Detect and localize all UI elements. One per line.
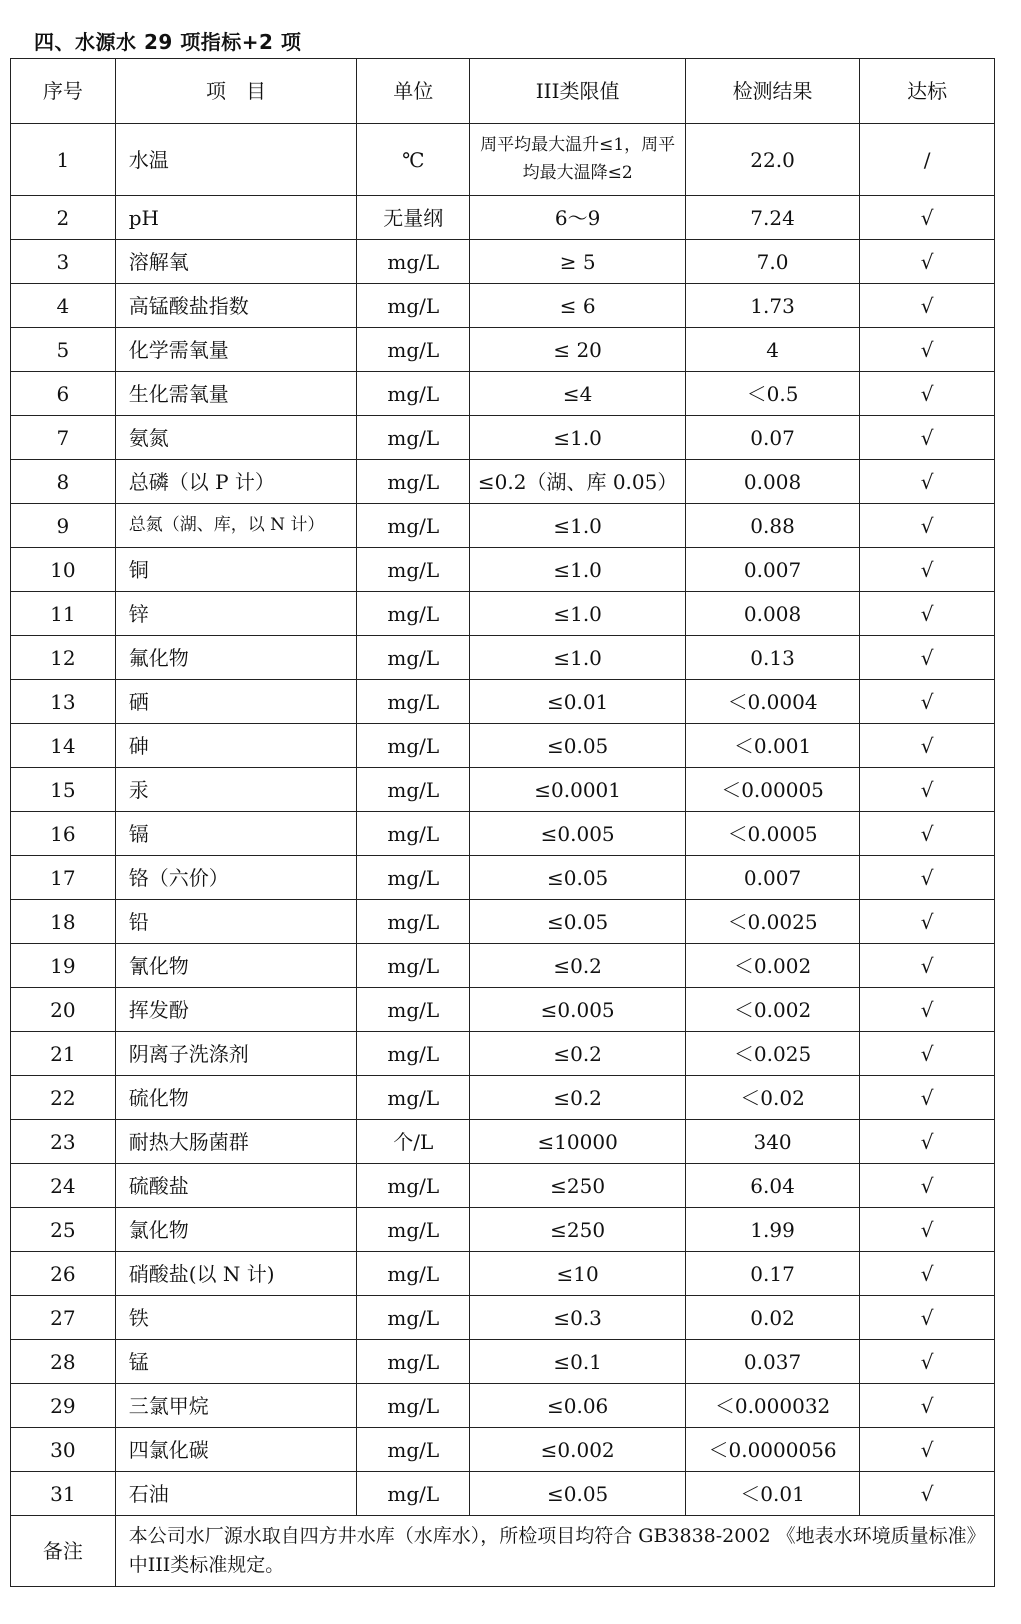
table-row — [11, 1340, 995, 1384]
table-row — [11, 196, 995, 240]
unit: mg/L — [357, 1076, 470, 1120]
limit-value: ≤1.0 — [470, 416, 686, 460]
row-number: 14 — [11, 724, 116, 768]
item-name: 化学需氧量 — [115, 328, 357, 372]
pass-mark: √ — [860, 1032, 995, 1076]
limit-value: ≤1.0 — [470, 636, 686, 680]
item-name: 四氯化碳 — [115, 1428, 357, 1472]
table-row — [11, 1384, 995, 1428]
item-name: 镉 — [115, 812, 357, 856]
unit: mg/L — [357, 1252, 470, 1296]
row-number: 21 — [11, 1032, 116, 1076]
water-quality-table — [10, 58, 995, 1587]
item-name: 铬（六价） — [115, 856, 357, 900]
table-row — [11, 1076, 995, 1120]
table-row — [11, 124, 995, 196]
header-limit: III类限值 — [470, 59, 686, 124]
item-name: 铁 — [115, 1296, 357, 1340]
unit: mg/L — [357, 1208, 470, 1252]
page-title: 四、水源水 29 项指标+2 项 — [34, 30, 302, 54]
row-number: 3 — [11, 240, 116, 284]
row-number: 17 — [11, 856, 116, 900]
pass-mark: √ — [860, 548, 995, 592]
pass-mark: √ — [860, 1296, 995, 1340]
row-number: 15 — [11, 768, 116, 812]
pass-mark: / — [860, 124, 995, 196]
test-result: 0.88 — [685, 504, 859, 548]
pass-mark: √ — [860, 196, 995, 240]
unit: mg/L — [357, 284, 470, 328]
limit-value: 周平均最大温升≤1，周平均最大温降≤2 — [470, 124, 686, 196]
table-row — [11, 416, 995, 460]
pass-mark: √ — [860, 240, 995, 284]
row-number: 13 — [11, 680, 116, 724]
limit-value: ≤0.2 — [470, 944, 686, 988]
test-result: 0.007 — [685, 856, 859, 900]
pass-mark: √ — [860, 1120, 995, 1164]
remark-text: 本公司水厂源水取自四方井水库（水库水），所检项目均符合 GB3838-2002 《地表水环境质量标准》中III类标准规定。 — [115, 1516, 994, 1587]
pass-mark: √ — [860, 1384, 995, 1428]
table-row — [11, 1428, 995, 1472]
table-row — [11, 548, 995, 592]
pass-mark: √ — [860, 724, 995, 768]
test-result: 6.04 — [685, 1164, 859, 1208]
table-row — [11, 460, 995, 504]
test-result: ＜0.5 — [685, 372, 859, 416]
unit: mg/L — [357, 768, 470, 812]
table-row — [11, 1472, 995, 1516]
unit: mg/L — [357, 504, 470, 548]
unit: mg/L — [357, 1032, 470, 1076]
unit: mg/L — [357, 988, 470, 1032]
row-number: 27 — [11, 1296, 116, 1340]
row-number: 20 — [11, 988, 116, 1032]
item-name: 氯化物 — [115, 1208, 357, 1252]
unit: mg/L — [357, 1472, 470, 1516]
item-name: 氟化物 — [115, 636, 357, 680]
test-result: 7.24 — [685, 196, 859, 240]
pass-mark: √ — [860, 1340, 995, 1384]
test-result: ＜0.01 — [685, 1472, 859, 1516]
pass-mark: √ — [860, 900, 995, 944]
test-result: ＜0.02 — [685, 1076, 859, 1120]
limit-value: ≤1.0 — [470, 592, 686, 636]
pass-mark: √ — [860, 944, 995, 988]
limit-value: ≤0.05 — [470, 900, 686, 944]
header-unit: 单位 — [357, 59, 470, 124]
limit-value: ≤0.06 — [470, 1384, 686, 1428]
limit-value: ≤0.01 — [470, 680, 686, 724]
limit-value: ≤0.002 — [470, 1428, 686, 1472]
unit: mg/L — [357, 592, 470, 636]
table-row — [11, 944, 995, 988]
limit-value: ≤10 — [470, 1252, 686, 1296]
pass-mark: √ — [860, 284, 995, 328]
item-name: 生化需氧量 — [115, 372, 357, 416]
row-number: 2 — [11, 196, 116, 240]
test-result: 0.007 — [685, 548, 859, 592]
row-number: 1 — [11, 124, 116, 196]
limit-value: ≤ 20 — [470, 328, 686, 372]
pass-mark: √ — [860, 1164, 995, 1208]
row-number: 30 — [11, 1428, 116, 1472]
unit: mg/L — [357, 548, 470, 592]
table-row — [11, 1032, 995, 1076]
pass-mark: √ — [860, 636, 995, 680]
table-row — [11, 856, 995, 900]
test-result: ＜0.0000056 — [685, 1428, 859, 1472]
pass-mark: √ — [860, 680, 995, 724]
table-row — [11, 768, 995, 812]
unit: mg/L — [357, 636, 470, 680]
table-row — [11, 372, 995, 416]
pass-mark: √ — [860, 1472, 995, 1516]
unit: mg/L — [357, 1384, 470, 1428]
limit-value: ≤ 6 — [470, 284, 686, 328]
row-number: 5 — [11, 328, 116, 372]
item-name: 汞 — [115, 768, 357, 812]
table-row — [11, 1164, 995, 1208]
row-number: 16 — [11, 812, 116, 856]
header-item: 项 目 — [115, 59, 357, 124]
header-no: 序号 — [11, 59, 116, 124]
item-name: 氨氮 — [115, 416, 357, 460]
unit: mg/L — [357, 372, 470, 416]
item-name: 硒 — [115, 680, 357, 724]
row-number: 8 — [11, 460, 116, 504]
test-result: 0.008 — [685, 592, 859, 636]
unit: mg/L — [357, 1428, 470, 1472]
test-result: 0.037 — [685, 1340, 859, 1384]
row-number: 6 — [11, 372, 116, 416]
pass-mark: √ — [860, 592, 995, 636]
limit-value: ≤0.2（湖、库 0.05） — [470, 460, 686, 504]
unit: mg/L — [357, 460, 470, 504]
item-name: 溶解氧 — [115, 240, 357, 284]
item-name: 硝酸盐(以 N 计) — [115, 1252, 357, 1296]
table-row — [11, 1208, 995, 1252]
table-row — [11, 636, 995, 680]
test-result: ＜0.0004 — [685, 680, 859, 724]
row-number: 31 — [11, 1472, 116, 1516]
item-name: 锰 — [115, 1340, 357, 1384]
item-name: 三氯甲烷 — [115, 1384, 357, 1428]
limit-value: ≤250 — [470, 1208, 686, 1252]
unit: mg/L — [357, 1296, 470, 1340]
table-row — [11, 724, 995, 768]
test-result: 0.008 — [685, 460, 859, 504]
limit-value: ≤0.005 — [470, 812, 686, 856]
unit: 个/L — [357, 1120, 470, 1164]
unit: mg/L — [357, 1340, 470, 1384]
pass-mark: √ — [860, 416, 995, 460]
limit-value: ≤0.1 — [470, 1340, 686, 1384]
unit: mg/L — [357, 944, 470, 988]
row-number: 9 — [11, 504, 116, 548]
row-number: 12 — [11, 636, 116, 680]
table-row — [11, 328, 995, 372]
row-number: 11 — [11, 592, 116, 636]
table-row — [11, 1296, 995, 1340]
item-name: 总氮（湖、库，以 N 计） — [115, 504, 357, 548]
test-result: 4 — [685, 328, 859, 372]
limit-value: ≤0.05 — [470, 856, 686, 900]
table-row — [11, 284, 995, 328]
table-body — [11, 124, 995, 1587]
unit: mg/L — [357, 1164, 470, 1208]
item-name: 水温 — [115, 124, 357, 196]
item-name: 铅 — [115, 900, 357, 944]
test-result: ＜0.000032 — [685, 1384, 859, 1428]
test-result: 7.0 — [685, 240, 859, 284]
test-result: ＜0.001 — [685, 724, 859, 768]
limit-value: 6～9 — [470, 196, 686, 240]
table-row — [11, 812, 995, 856]
pass-mark: √ — [860, 856, 995, 900]
unit: mg/L — [357, 240, 470, 284]
test-result: ＜0.0025 — [685, 900, 859, 944]
test-result: ＜0.0005 — [685, 812, 859, 856]
pass-mark: √ — [860, 372, 995, 416]
limit-value: ≤250 — [470, 1164, 686, 1208]
pass-mark: √ — [860, 812, 995, 856]
pass-mark: √ — [860, 988, 995, 1032]
test-result: ＜0.025 — [685, 1032, 859, 1076]
row-number: 23 — [11, 1120, 116, 1164]
item-name: 阴离子洗涤剂 — [115, 1032, 357, 1076]
test-result: ＜0.00005 — [685, 768, 859, 812]
table-row — [11, 592, 995, 636]
unit: 无量纲 — [357, 196, 470, 240]
item-name: 锌 — [115, 592, 357, 636]
pass-mark: √ — [860, 1208, 995, 1252]
unit: mg/L — [357, 900, 470, 944]
limit-value: ≤0.05 — [470, 1472, 686, 1516]
item-name: 挥发酚 — [115, 988, 357, 1032]
row-number: 28 — [11, 1340, 116, 1384]
item-name: 硫酸盐 — [115, 1164, 357, 1208]
remark-label: 备注 — [11, 1516, 116, 1587]
limit-value: ≤1.0 — [470, 548, 686, 592]
row-number: 26 — [11, 1252, 116, 1296]
row-number: 18 — [11, 900, 116, 944]
row-number: 25 — [11, 1208, 116, 1252]
table-row — [11, 504, 995, 548]
test-result: 0.02 — [685, 1296, 859, 1340]
pass-mark: √ — [860, 460, 995, 504]
test-result: 22.0 — [685, 124, 859, 196]
unit: mg/L — [357, 680, 470, 724]
item-name: 氰化物 — [115, 944, 357, 988]
table-row — [11, 1252, 995, 1296]
limit-value: ≤0.005 — [470, 988, 686, 1032]
unit: mg/L — [357, 416, 470, 460]
limit-value: ≤1.0 — [470, 504, 686, 548]
pass-mark: √ — [860, 1076, 995, 1120]
item-name: 铜 — [115, 548, 357, 592]
unit: mg/L — [357, 812, 470, 856]
item-name: pH — [115, 196, 357, 240]
limit-value: ≤0.2 — [470, 1076, 686, 1120]
row-number: 7 — [11, 416, 116, 460]
limit-value: ≤10000 — [470, 1120, 686, 1164]
item-name: 耐热大肠菌群 — [115, 1120, 357, 1164]
remark-row — [11, 1516, 995, 1587]
table-row — [11, 1120, 995, 1164]
row-number: 4 — [11, 284, 116, 328]
pass-mark: √ — [860, 1428, 995, 1472]
unit: mg/L — [357, 724, 470, 768]
table-row — [11, 988, 995, 1032]
item-name: 总磷（以 P 计） — [115, 460, 357, 504]
test-result: ＜0.002 — [685, 988, 859, 1032]
item-name: 石油 — [115, 1472, 357, 1516]
unit: mg/L — [357, 856, 470, 900]
test-result: 340 — [685, 1120, 859, 1164]
test-result: 1.99 — [685, 1208, 859, 1252]
limit-value: ≤0.3 — [470, 1296, 686, 1340]
row-number: 19 — [11, 944, 116, 988]
limit-value: ≤0.2 — [470, 1032, 686, 1076]
pass-mark: √ — [860, 768, 995, 812]
table-header-row — [11, 59, 995, 124]
unit: ℃ — [357, 124, 470, 196]
header-result: 检测结果 — [685, 59, 859, 124]
test-result: 0.17 — [685, 1252, 859, 1296]
test-result: 0.13 — [685, 636, 859, 680]
limit-value: ≤0.05 — [470, 724, 686, 768]
pass-mark: √ — [860, 1252, 995, 1296]
table-row — [11, 680, 995, 724]
pass-mark: √ — [860, 328, 995, 372]
pass-mark: √ — [860, 504, 995, 548]
item-name: 砷 — [115, 724, 357, 768]
item-name: 高锰酸盐指数 — [115, 284, 357, 328]
header-pass: 达标 — [860, 59, 995, 124]
test-result: 0.07 — [685, 416, 859, 460]
table-row — [11, 900, 995, 944]
row-number: 22 — [11, 1076, 116, 1120]
limit-value: ≤0.0001 — [470, 768, 686, 812]
limit-value: ≤4 — [470, 372, 686, 416]
unit: mg/L — [357, 328, 470, 372]
row-number: 24 — [11, 1164, 116, 1208]
row-number: 10 — [11, 548, 116, 592]
test-result: 1.73 — [685, 284, 859, 328]
test-result: ＜0.002 — [685, 944, 859, 988]
item-name: 硫化物 — [115, 1076, 357, 1120]
limit-value: ≥ 5 — [470, 240, 686, 284]
row-number: 29 — [11, 1384, 116, 1428]
table-row — [11, 240, 995, 284]
